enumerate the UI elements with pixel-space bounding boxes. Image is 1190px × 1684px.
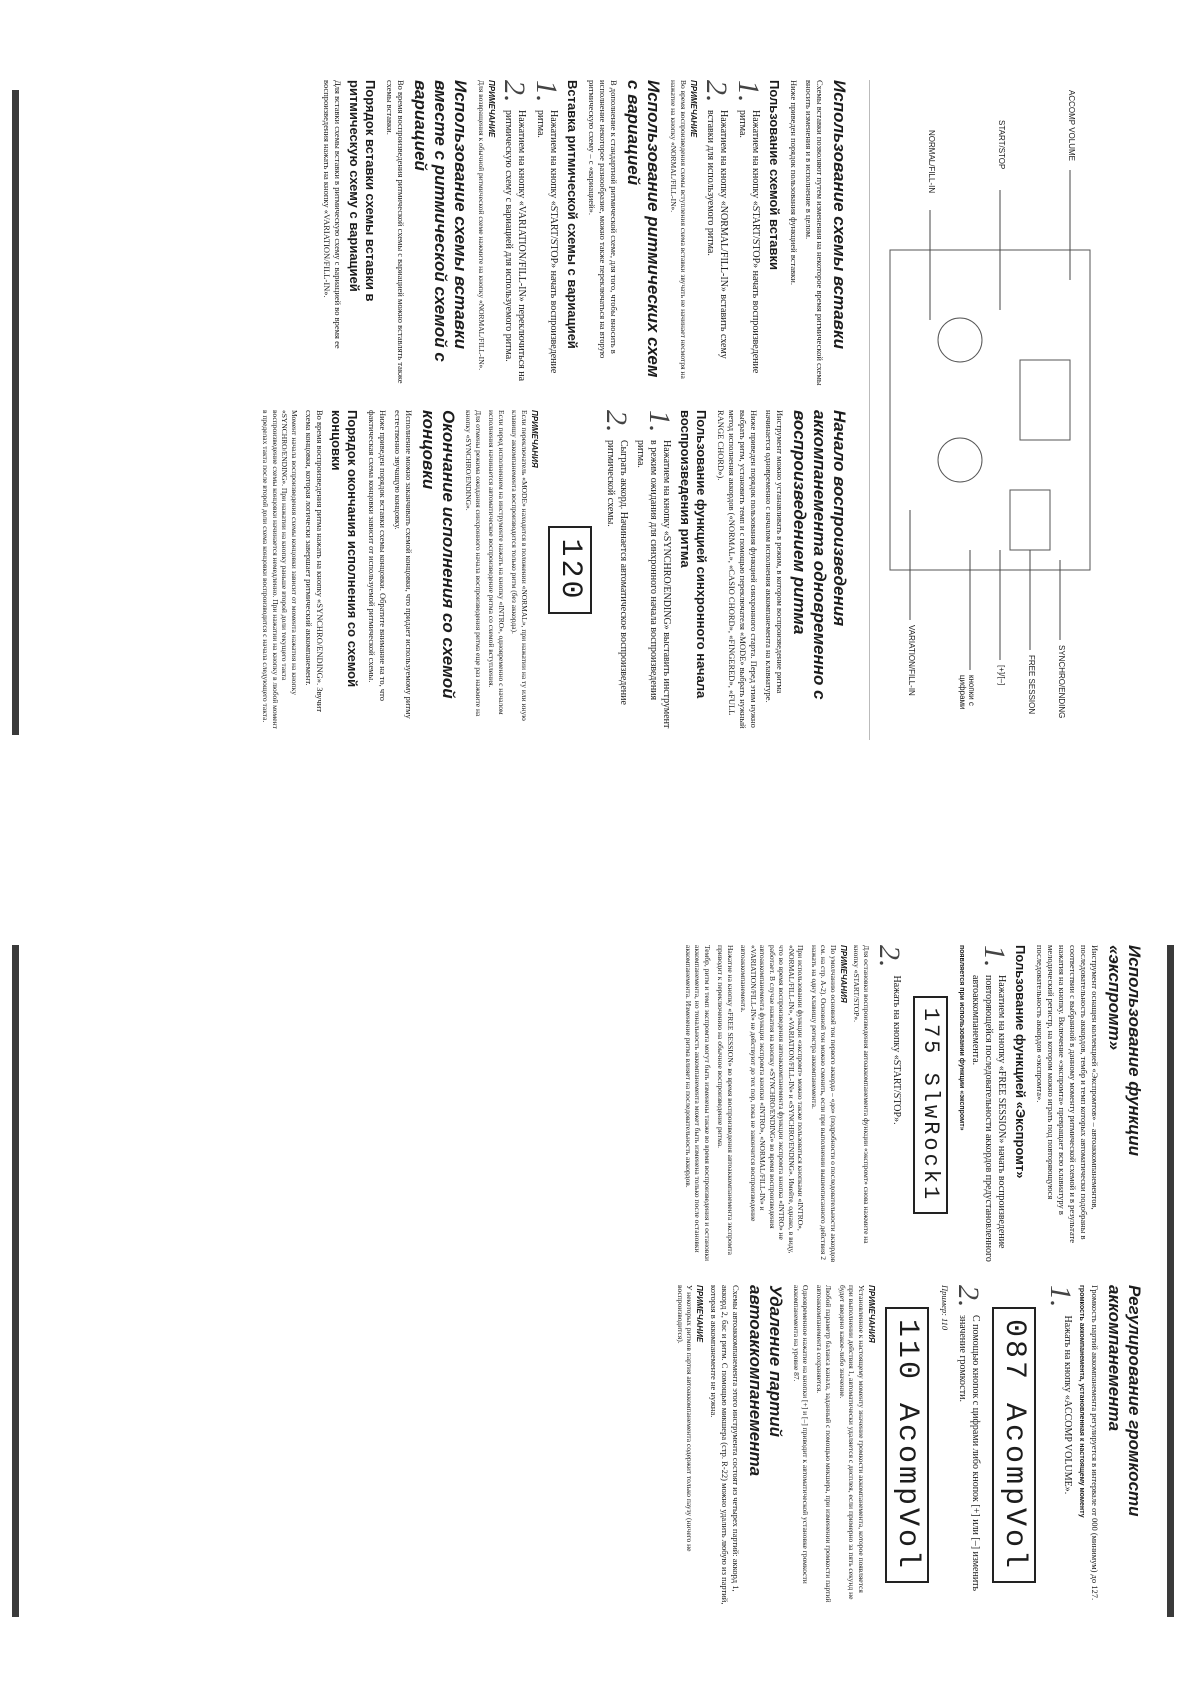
note: Для возвращения к обычной ритмической схеме нажмите на кнопку «NORMAL/FILL-IN».: [477, 80, 486, 371]
step-text: Нажатием на кнопку «VARIATION/FILL-IN» переключиться на ритмическую схему с вариацией для используемого ритма.: [503, 110, 527, 382]
top-column-left: [55, 80, 855, 390]
subheading: Порядок окончания исполнения со схемой концовки: [329, 410, 360, 688]
top-column-right: [55, 410, 855, 730]
paragraph: Инструмент можно устанавливать в режим, в котором воспроизведение ритма начинается одновременно с началом исполнения аккомпанемента на клавиатуре.: [764, 410, 785, 703]
step-text: Нажатием на кнопку «NORMAL/FILL-IN» вставить схему вставки для используемого ритма.: [705, 110, 729, 359]
step-1: [1044, 1285, 1077, 1605]
step-number: 1.: [530, 80, 563, 103]
step-2: [873, 945, 906, 1265]
step-number: 2.: [498, 80, 531, 103]
step-text: Нажать на кнопку «ACCOMP VOLUME».: [1062, 1315, 1073, 1495]
note-heading: ПРИМЕЧАНИЕ: [695, 1285, 705, 1343]
paragraph: Громкость партий аккомпанемента регулируется в интервале от 000 (минимум) до 127.: [1090, 1285, 1100, 1601]
step-text: Нажать на кнопку «START/STOP».: [891, 975, 902, 1125]
note-heading: ПРИМЕЧАНИЯ: [839, 945, 848, 1003]
step-1: [732, 80, 765, 390]
heading-accomp-volume: Регулирование громкости аккомпанемента: [1105, 1285, 1144, 1517]
step-number: 2.: [600, 410, 633, 433]
step-number: 2.: [700, 80, 733, 103]
step-number: 1.: [978, 945, 1011, 968]
label-variation-fill-in: VARIATION/FILL-IN: [907, 625, 916, 696]
note: Если переключатель «MODE» находится в положении «NORMAL», при нажатии на ту или иную клавишу аккомпанемента воспроизводится только ритм (без аккорда).: [510, 410, 529, 721]
note: Во время воспроизведения схемы вступления схема вставки звучать не начинает несмотря на нажатие на кнопку «NORMAL/FILL-IN».: [669, 80, 688, 379]
paragraph: Во время воспроизведения ритма нажать на кнопку «SYNCHRO/ENDING». Звучит схема концовки, которая логически завершает ритмический аккомпанемент.: [304, 410, 325, 713]
step-2: [952, 1285, 985, 1605]
step-number: 1.: [643, 410, 676, 433]
heading-free-session: Использование функции «экспромт»: [1105, 945, 1144, 1156]
label-normal-fill-in: NORMAL/FILL-IN: [927, 130, 936, 194]
paragraph: Инструмент оснащен коллекцией «Экспромтов» – автоаккомпанементов, последовательность аккордов, тембр и темп которых автоматически подобраны в соответствии с выбранной в данному моменту ритмической схемой и в результате нажатия на кнопку. Включение «экспромта» превращает всю клавиатуру в мелодический регистр, на котором можно играть под повторяющуюся последовательность аккордов «экспромта».: [1035, 945, 1100, 1243]
note-heading: ПРИМЕЧАНИЯ: [530, 410, 539, 468]
note-heading: ПРИМЕЧАНИЕ: [487, 80, 496, 138]
heading-variation: Использование ритмических схем с вариацией: [624, 80, 663, 378]
step-1: [969, 945, 1011, 1265]
step-2: [700, 80, 733, 390]
note: Для отмены режима ожидания синхронного начала воспроизведения ритма еще раз нажмите на кнопку «SYNCHRO/ENDING».: [464, 410, 483, 717]
lcd-volume-current: 087 AcompVol: [992, 1307, 1036, 1583]
paragraph: Ниже приведен порядок вставки схемы концовки. Обратите внимание на то, что фактическая схема концовки зависит от используемой ритмической схемы.: [367, 410, 388, 701]
paragraph: Во время воспроизведения ритмической схемы с вариацией можно вставлять также схемы вставки.: [385, 80, 407, 384]
paragraph: Схемы автоаккомпанемента этого инструмента состоят из четырех партий: аккорд 1, аккорд 2, бас и ритм. С помощью микшера (стр. R-22) можно удалить любую из партий, которая в аккомпанементе не нужна.: [709, 1285, 742, 1605]
heading-fill-in-with-variation: Использование схемы вставки вместе с ритмической схемой с вариацией: [411, 80, 471, 362]
page-edge-bar: [12, 90, 19, 735]
note: По умолчанию основной тон первого аккорда – «до» (подробности о последовательности аккордов см. на стр. A-2). Основной тон можно сменить, если при выполнении вышеописанного действия 2 нажать на одну клавишу регистра аккомпанемента.: [810, 945, 838, 1263]
note: У некоторых ритмов партия автоаккомпанемента содержит только паузу (ничего не воспроизводится).: [676, 1285, 695, 1552]
label-plus-minus: [+]/[–]: [997, 665, 1006, 686]
label-free-session: FREE SESSION: [1027, 655, 1036, 715]
note: Нажатие на кнопку «FREE SESSION» во время воспроизведения автоаккомпанемента экспромта приводит к переключению на обычное воспроизведение ритма.: [716, 945, 735, 1256]
step-2: [498, 80, 531, 390]
paragraph: Исполнение можно заканчивать схемой концовки, что придает используемому ритму естественно звучащую концовку.: [393, 410, 414, 719]
note: Момент начала воспроизведения схемы концовки зависит от момента нажатия на кнопку «SYNCHRO/ENDING». При нажатии на кнопку раньше второй доли текущего такта воспроизведение схемы концовки начинается немедленно. При нажатии на кнопку в любой момент в пределах такта после второй доли схема концовки воспроизводится с начала следующего такта.: [261, 410, 299, 729]
top-page: [50, 80, 1110, 740]
page-edge-bar: [12, 945, 19, 1617]
step-text: Нажатием на кнопку «START/STOP» начать воспроизведение ритма.: [737, 110, 761, 374]
heading-ending: Окончание исполнения со схемой концовки: [419, 410, 458, 699]
heading-fill-in: Использование схемы вставки: [830, 80, 849, 349]
step-number: 1.: [1044, 1285, 1077, 1308]
keyboard-diagram: [869, 80, 1110, 740]
step-1: [634, 410, 676, 730]
lcd-caption: появляется при использовании функции «экспромт»: [958, 945, 965, 1131]
heading-delete-parts: Удаление партий автоаккомпанемента: [746, 1285, 786, 1477]
subheading: Пользование функцией «Экспромт»: [1013, 945, 1028, 1179]
step-2: [600, 410, 633, 730]
label-accomp-volume: ACCOMP VOLUME: [1067, 90, 1076, 161]
note: Тембр, ритм и темп экспромта могут быть изменены также во время воспроизведения и остановки аккомпанемента, но тональность аккомпанемента может быть изменена только после остановки аккомпанемента. Изменение ритма влияет на последовательность аккордов.: [684, 945, 712, 1262]
label-synchro-ending: SYNCHRO/ENDING: [1057, 645, 1066, 719]
paragraph: Ниже приведен порядок пользования функцией синхронного старта. Перед этим нужно выбрать ритм, установить темп и с помощью переключателя «MODE» выбрать нужный метод исполнения аккордов («NORMAL», «CASIO CHORD», «FINGERED», «FULL RANGE CHORD»).: [716, 410, 759, 729]
heading-synchro-start: Начало воспроизведения аккомпанемента одновременно с воспроизведением ритма: [790, 410, 849, 700]
step-text: Сыграть аккорд. Начинается автоматическое воспроизведение ритмической схемы.: [605, 440, 629, 705]
example-text: Пример: 110: [940, 1285, 950, 1331]
label-start-stop: START/STOP: [997, 120, 1006, 170]
subheading: Вставка ритмической схемы с вариацией: [565, 80, 580, 349]
subheading: Порядок вставки схемы вставки в ритмическую схему с вариацией: [347, 80, 379, 302]
step-number: 2.: [952, 1285, 985, 1308]
step-text: Нажатием на кнопку «FREE SESSION» начать воспроизведение повторяющейся последовательности аккордов предустановленного автоаккомпанемента.: [970, 975, 1007, 1262]
note: Если перед исполнением на инструменте нажать на кнопку «INTRO», одновременно с началом исполнения начинается автоматическое воспроизведение ритма со схемой вступления.: [487, 410, 506, 715]
bottom-column-right: [50, 1285, 1150, 1605]
paragraph: Для вставки схемы вставки в ритмическую схему с вариацией во время ее воспроизведения нажать на кнопку «VARIATION/FILL-IN».: [322, 80, 344, 349]
note: Установленное к настоящему моменту значение громкости аккомпанемента, которое появляется при выполнении действия 1, автоматически удаляется с дисплея, если примерно за пять секунд не будет введено какое-либо значение.: [838, 1285, 866, 1600]
note: Любой параметр баланса канала, заданный с помощью микшера, при изменении громкости партий автоаккомпанемента сохраняется.: [815, 1285, 834, 1603]
note: При использовании функции «экспромт» можно также пользоваться кнопками «INTRO», «NORMAL/FILL-IN», «VARIATION/FILL-IN» и «SYNCHRO/ENDING». Имейте, однако, в виду, что во время воспроизведения автоаккомпанемента функции экспромта кнопка «INTRO» не работает. В случае нажатия на кнопку «SYNCHRO/ENDING» во время воспроизведения автоаккомпанемента функции экспромта кнопки «INTRO», «NORMAL/FILL-IN» и «VARIATION/FILL-IN» не действуют до тех пор, пока не закончится воспроизведение автоаккомпанемента.: [739, 945, 806, 1254]
note: Одновременное нажатие на кнопки [+] и [–] приводит к автоматической установке громкости аккомпанемента на уровне 87.: [792, 1285, 811, 1584]
step-text: С помощью кнопок с цифрами либо кнопок [+] или [–] изменить значение громкости.: [957, 1315, 981, 1592]
page-edge-bar: [1167, 945, 1174, 1617]
bottom-page: [30, 945, 1150, 1617]
keyboard-illustration: [870, 80, 1110, 740]
step-1: [530, 80, 563, 390]
lcd-tempo-display: 120: [548, 526, 592, 613]
note: Для остановки воспроизведения автоаккомпанемента функции «экспромт» снова нажмите на кнопку «START/STOP».: [852, 945, 871, 1244]
step-number: 2.: [873, 945, 906, 968]
note-heading: ПРИМЕЧАНИЯ: [867, 1285, 876, 1343]
subheading: Пользование функцией синхронного начала воспроизведения ритма: [678, 410, 709, 699]
paragraph: Ниже приведен порядок пользования функцией вставки.: [789, 80, 799, 285]
label-number-buttons: кнопки с цифрами: [958, 675, 976, 710]
lcd-volume-new: 110 AcompVol: [885, 1307, 929, 1583]
paragraph: В дополнение к стандартной ритмической схеме, для того, чтобы вносить в исполнение некоторое разнообразие, можно также переключаться на вторую ритмическую схему – с «вариацией».: [587, 80, 619, 359]
step-text: Нажатием на кнопку «START/STOP» начать воспроизведение ритма.: [535, 110, 559, 374]
note-heading: ПРИМЕЧАНИЕ: [689, 80, 698, 138]
subheading: Пользование схемой вставки: [767, 80, 782, 271]
step-text: Нажатием на кнопку «SYNCHRO/ENDING» выставить инструмент в режим ожидания для синхронного начала воспроизведения ритма.: [635, 440, 672, 729]
lcd-caption: громкость аккомпанемента, установленная к настоящему моменту: [1078, 1285, 1085, 1518]
lcd-rhythm-display: 175 SlwRock1: [913, 996, 948, 1214]
paragraph: Схемы вставки позволяют путем изменения на некоторое время ритмической схемы вносить изменения и в исполнение в целом.: [804, 80, 825, 386]
bottom-column-left: [50, 945, 1150, 1265]
step-number: 1.: [732, 80, 765, 103]
